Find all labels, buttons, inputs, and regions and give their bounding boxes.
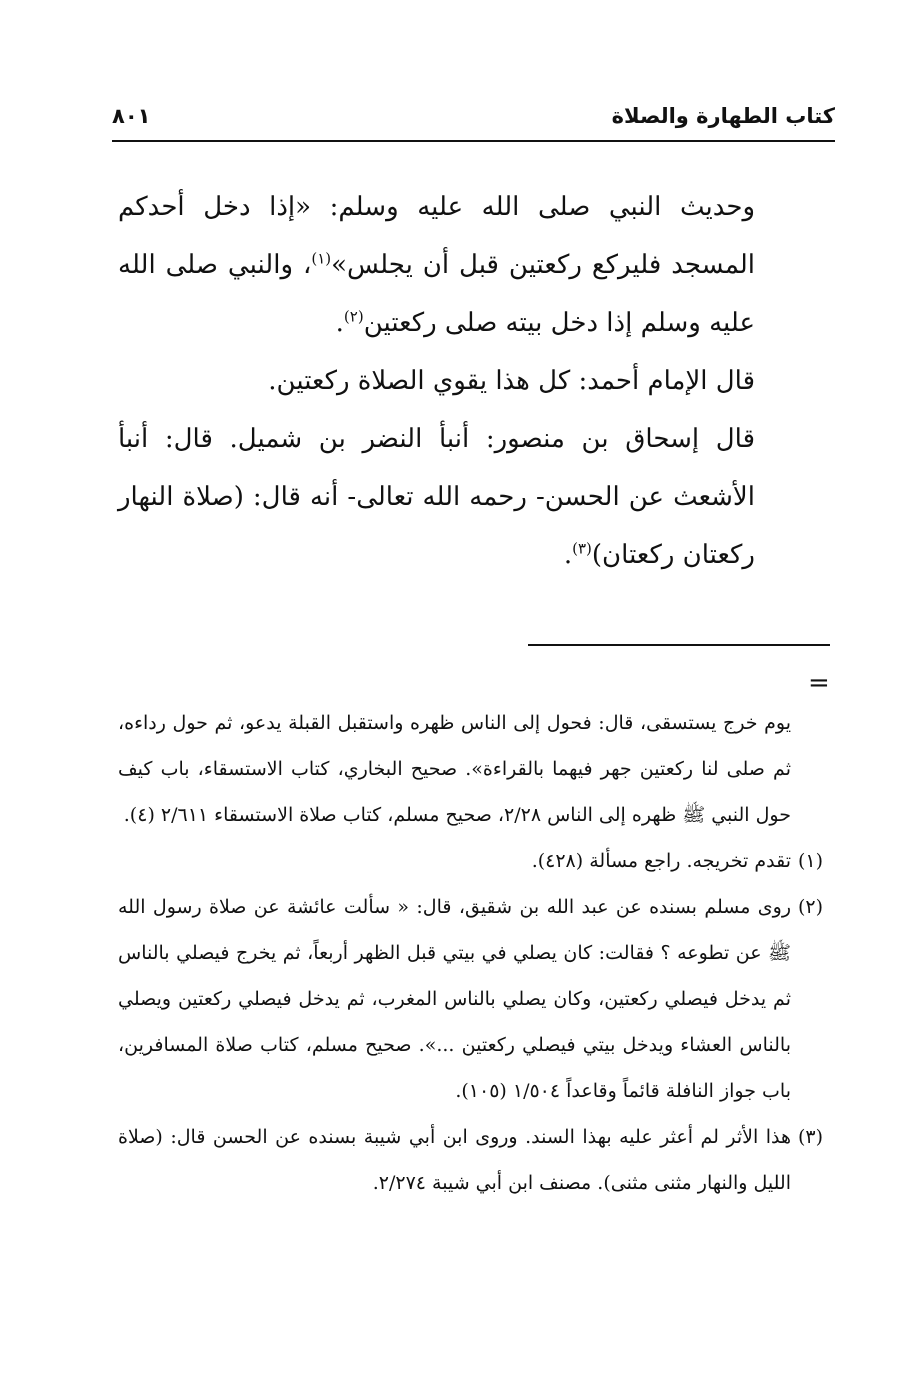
footnote-continued: يوم خرج يستسقى، قال: فحول إلى الناس ظهره واستقبل القبلة يدعو، ثم حول رداءه، ثم صلى لنا ركعتين جهر فيهما بالقراءة». صحيح البخاري، كتاب الاستسقاء، باب كيف حول النبي ﷺ ظهره إلى الناس ٢/٢٨، صحيح مسلم، كتاب صلاة الاستسقاء ٢/٦١١ (٤). xyxy=(118,712,791,826)
footnote-2 xyxy=(118,884,823,1114)
footnote-1-text: تقدم تخريجه. راجع مسألة (٤٢٨). xyxy=(531,850,791,872)
continuation-mark: = xyxy=(808,668,830,698)
main-paragraph-1-text-a: وحديث النبي صلى الله عليه وسلم: «إذا دخل أحدكم المسجد فليركع ركعتين قبل أن يجلس» xyxy=(118,192,756,280)
main-paragraph-2: قال الإمام أحمد: كل هذا يقوي الصلاة ركعتين. xyxy=(268,366,755,396)
footnote-1 xyxy=(118,838,823,884)
footnote-1-number: (١) xyxy=(797,850,823,872)
main-paragraph-1-text-b: ، والنبي صلى الله عليه وسلم إذا دخل بيته صلى ركعتين xyxy=(118,250,755,338)
header-rule xyxy=(112,140,835,142)
footnote-ref-1: (١) xyxy=(311,249,332,268)
main-text xyxy=(118,178,755,584)
page-number: ٨٠١ xyxy=(112,104,151,128)
main-paragraph-3-text-a: قال إسحاق بن منصور: أنبأ النضر بن شميل. قال: أنبأ الأشعث عن الحسن- رحمه الله تعالى- أنه قال: (صلاة النهار ركعتان ركعتان) xyxy=(118,424,755,570)
main-paragraph-1 xyxy=(118,178,755,352)
footnote-ref-2: (٢) xyxy=(343,307,364,326)
page-header xyxy=(112,96,835,136)
footnote-3 xyxy=(118,1114,823,1206)
footnote-3-text: هذا الأثر لم أعثر عليه بهذا السند. وروى ابن أبي شيبة بسنده عن الحسن قال: (صلاة الليل والنهار مثنى مثنى). مصنف ابن أبي شيبة ٢/٢٧٤. xyxy=(118,1126,791,1194)
footnote-2-number: (٢) xyxy=(797,896,823,918)
footnotes xyxy=(118,700,823,1206)
running-title: كتاب الطهارة والصلاة xyxy=(611,104,835,128)
footnote-2-text: روى مسلم بسنده عن عبد الله بن شقيق، قال: « سألت عائشة عن صلاة رسول الله ﷺ عن تطوعه ؟ فقالت: كان يصلي في بيتي قبل الظهر أربعاً، ثم يخرج فيصلي بالناس ثم يدخل فيصلي ركعتين، وكان يصلي بالناس المغرب، ثم يدخل فيصلي ركعتين ويصلي بالناس العشاء ويدخل بيتي فيصلي ركعتين ...». صحيح مسلم، كتاب صلاة المسافرين، باب جواز النافلة قائماً وقاعداً ١/٥٠٤ (١٠٥). xyxy=(118,896,791,1102)
footnote-separator xyxy=(528,644,830,646)
main-paragraph-1-text-c: . xyxy=(335,308,344,338)
footnote-ref-3: (٣) xyxy=(572,539,592,558)
footnote-3-number: (٣) xyxy=(797,1126,823,1148)
main-paragraph-3-text-b: . xyxy=(563,540,573,570)
main-paragraph-3 xyxy=(118,410,755,584)
